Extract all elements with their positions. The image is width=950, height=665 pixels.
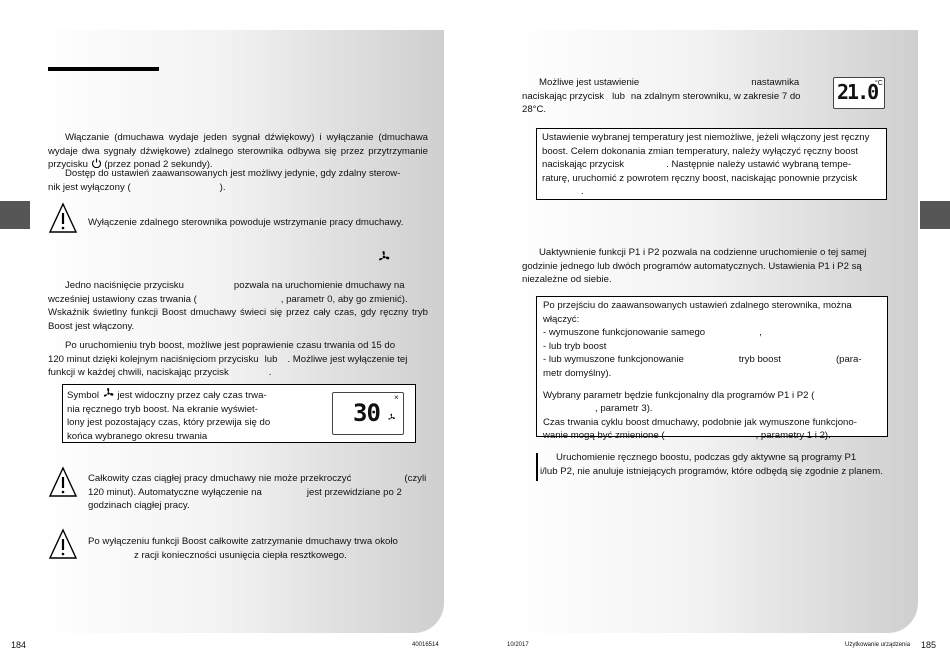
boost-symbol-text: Symbol jest widoczny przez cały czas trwa- nia ręcznego tryb boost. Na ekranie wyświet- lony jest pozostający czas, który przewija się do końca wybranego okresu trwania bbox=[67, 387, 282, 443]
temperature-paragraph: Możliwe jest ustawienie nastawnika naciskając przycisk lub na zdalnym sterowniku, w zakresie 7 do 28°C. bbox=[522, 77, 801, 116]
right-section-tab bbox=[920, 201, 950, 229]
section-name: Użytkowanie urządzenia bbox=[845, 642, 911, 648]
programs-settings-text: Po przejściu do zaawansowanych ustawień zdalnego sterownika, można włączyć: - wymuszone funkcjonowanie samego , - lub tryb boost - lub wymuszone funkcjonowanie tryb boost (para- metr domyślny). Wybrany parametr będzie funkcjonalny dla programów P1 i P2 ( , parametr 3). Czas trwania cyklu boost dmuchawy, podobnie jak wymuszone funkcjono- wanie mogą być zmienione ( , parametry 1 i 2). bbox=[543, 300, 862, 442]
warning-remote-off: Wyłączenie zdalnego sterownika powoduje wstrzymanie pracy dmuchawy. bbox=[88, 217, 404, 228]
warning-icon bbox=[49, 528, 77, 560]
boost-display-mark-icon: × bbox=[394, 393, 399, 402]
fan-icon bbox=[102, 387, 115, 400]
temperature-display bbox=[833, 77, 885, 109]
temperature-note-box bbox=[536, 128, 887, 200]
warning-boost-stop: Po wyłączeniu funkcji Boost całkowite zatrzymanie dmuchawy trwa około z racji konieczności usunięcia ciepła resztkowego. bbox=[88, 536, 398, 561]
boost-paragraph-1: Jedno naciśnięcie przycisku pozwala na uruchomienie dmuchawy na wcześniej ustawiony czas trwania ( , parametr 0, aby go zmienić). Wskaźnik świetlny funkcji Boost dmuchawy świeci się przez cały czas, gdy ręczny tryb Boost jest włączony. bbox=[48, 280, 428, 332]
warning-icon bbox=[49, 466, 77, 498]
programs-settings-box bbox=[536, 296, 888, 442]
temperature-display-unit: °C bbox=[875, 80, 883, 87]
boost-display bbox=[332, 392, 404, 435]
temperature-note-text: Ustawienie wybranej temperatury jest niemożliwe, jeżeli włączony jest ręczny boost. Celem dokonania zmian temperatury, należy wyłączyć ręczny boost naciskając przycisk . Następnie należy ustawić wybraną tempe- raturę, uruchomić z powrotem ręczny boost, naciskając ponownie przycisk . bbox=[542, 132, 870, 198]
boost-paragraph-2: Po uruchomieniu tryb boost, możliwe jest poprawienie czasu trwania od 15 do 120 minut dzięki kolejnym naciśnięciom przycisku lub . Możliwe jest wyłączenie tej funkcji w każdej chwili, naciskając przycisk . bbox=[48, 340, 408, 379]
manual-boost-note: Uruchomienie ręcznego boostu, podczas gdy aktywne są programy P1 i/lub P2, nie anuluje istniejących programów, które odbędą się zgodnie z planem. bbox=[540, 452, 883, 477]
advanced-access-paragraph: Dostęp do ustawień zaawansowanych jest możliwy jedynie, gdy zdalny sterow- nik jest wyłączony ( ). bbox=[48, 168, 401, 193]
note-bar bbox=[536, 453, 538, 481]
fan-icon bbox=[387, 413, 396, 422]
fan-icon bbox=[377, 250, 391, 264]
warning-icon bbox=[49, 202, 77, 234]
heading-rule bbox=[48, 67, 159, 71]
programs-paragraph: Uaktywnienie funkcji P1 i P2 pozwala na codzienne uruchomienie o tej samej godzinie jednego lub dwóch programów automatycznych. Ustawienia P1 i P2 są niezależne od siebie. bbox=[522, 247, 867, 286]
warning-max-runtime: Całkowity czas ciągłej pracy dmuchawy nie może przekroczyć (czyli 120 minut). Automatyczne wyłączenie na jest przewidziane po 2 godzinach ciągłej pracy. bbox=[88, 473, 427, 512]
power-paragraph: Włączanie (dmuchawa wydaje jeden sygnał dźwiękowy) i wyłączanie (dmuchawa wydaje dwa sygnały dźwiękowe) zdalnego sterownika odbywa się przez przytrzymanie przycisku (przez ponad 2 sekundy). bbox=[48, 132, 428, 171]
document-code: 40016514 bbox=[412, 642, 439, 648]
left-page-number: 184 bbox=[11, 640, 27, 650]
boost-display-value: 30 bbox=[353, 399, 380, 427]
right-page-number: 185 bbox=[921, 640, 937, 650]
document-date: 10/2017 bbox=[507, 642, 529, 648]
temperature-display-value: 21.0 bbox=[837, 80, 878, 104]
boost-symbol-box bbox=[62, 384, 416, 443]
left-section-tab bbox=[0, 201, 30, 229]
